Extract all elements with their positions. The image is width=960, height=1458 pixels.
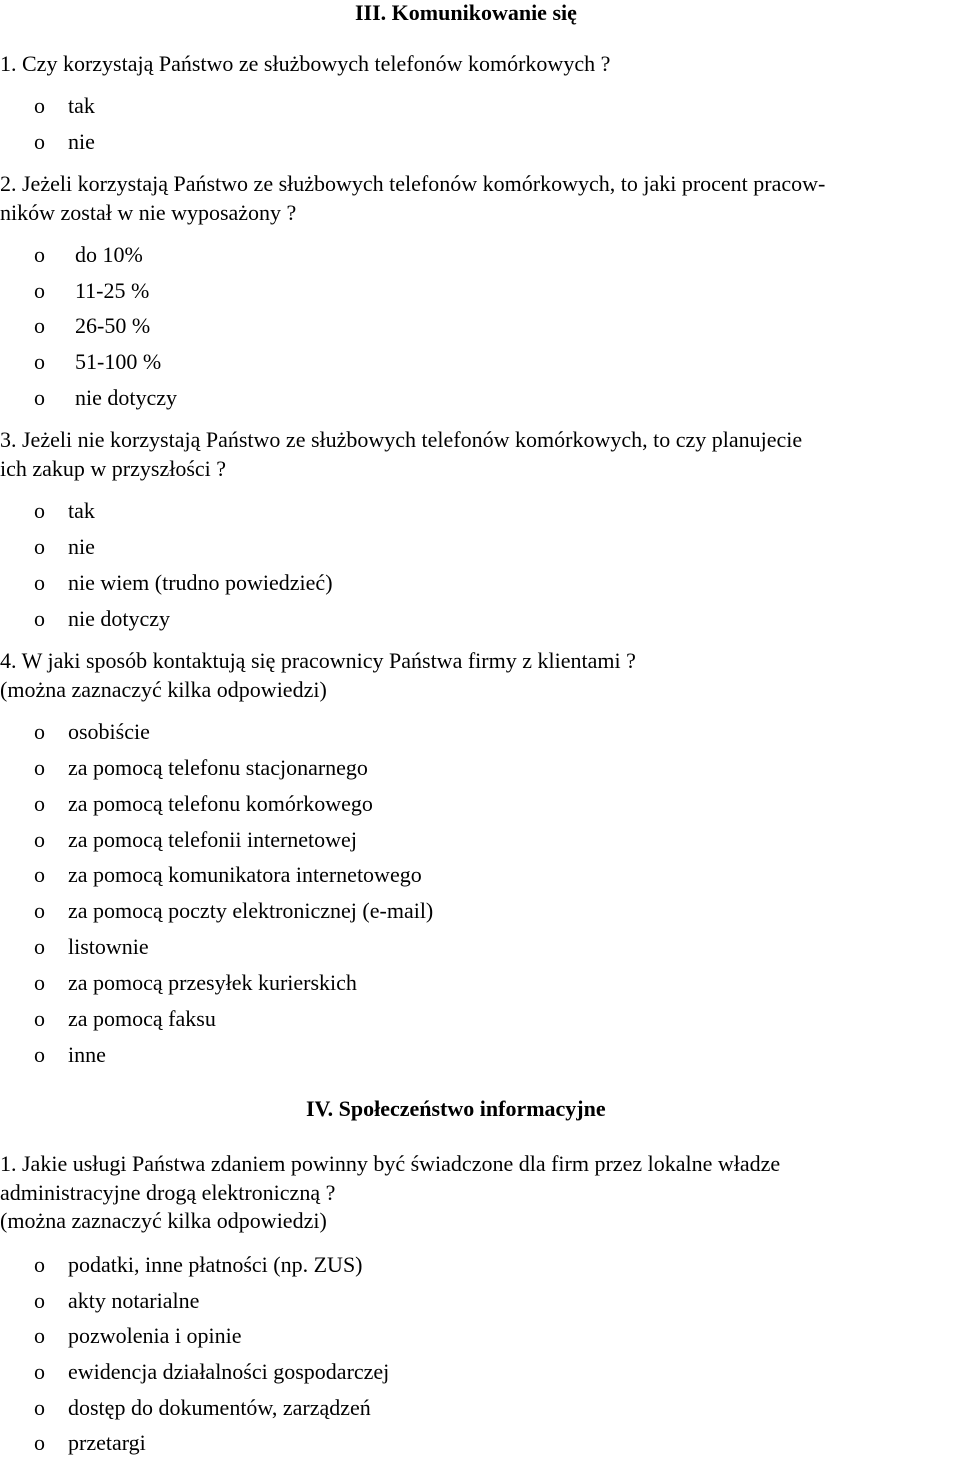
bullet-icon[interactable]: o xyxy=(34,898,45,923)
option-q2-1: do 10% xyxy=(75,242,143,267)
bullet-icon[interactable]: o xyxy=(34,498,45,523)
bullet-icon[interactable]: o xyxy=(34,970,45,995)
bullet-icon[interactable]: o xyxy=(34,129,45,154)
option-q4-7: listownie xyxy=(68,934,149,959)
option-q4-10: inne xyxy=(68,1042,106,1067)
bullet-icon[interactable]: o xyxy=(34,719,45,744)
option-q2-5: nie dotyczy xyxy=(75,385,178,410)
option-q3-2: nie xyxy=(68,534,95,559)
question-2-line1: 2. Jeżeli korzystają Państwo ze służbowych telefonów komórkowych, to jaki procent pracow- xyxy=(0,171,826,196)
option-q1-tak: tak xyxy=(68,93,95,118)
bullet-icon[interactable]: o xyxy=(34,349,45,374)
question-3 xyxy=(0,426,960,483)
bullet-icon[interactable]: o xyxy=(34,1430,45,1455)
bullet-icon[interactable]: o xyxy=(34,570,45,595)
option-iv1-4: ewidencja działalności gospodarczej xyxy=(68,1359,390,1384)
bullet-icon[interactable]: o xyxy=(34,93,45,118)
option-q4-6: za pomocą poczty elektronicznej (e-mail) xyxy=(68,898,434,923)
option-iv1-5: dostęp do dokumentów, zarządzeń xyxy=(68,1395,371,1420)
question-iv-1-note: (można zaznaczyć kilka odpowiedzi) xyxy=(0,1208,327,1233)
question-2-line2: ników został w nie wyposażony ? xyxy=(0,199,297,225)
question-4-text: 4. W jaki sposób kontaktują się pracownicy Państwa firmy z klientami ? xyxy=(0,648,636,673)
bullet-icon[interactable]: o xyxy=(34,1006,45,1031)
question-3-line1: 3. Jeżeli nie korzystają Państwo ze służbowych telefonów komórkowych, to czy planujecie xyxy=(0,427,803,452)
option-q4-1: osobiście xyxy=(68,719,150,744)
question-2 xyxy=(0,170,960,227)
option-q2-2: 11-25 % xyxy=(75,278,150,303)
bullet-icon[interactable]: o xyxy=(34,242,45,267)
question-iv-1-line2: administracyjne drogą elektroniczną ? xyxy=(0,1179,336,1205)
option-q4-3: za pomocą telefonu komórkowego xyxy=(68,791,373,816)
option-q3-1: tak xyxy=(68,498,95,523)
section-title-information-society: IV. Społeczeństwo informacyjne xyxy=(306,1096,606,1121)
option-q3-3: nie wiem (trudno powiedzieć) xyxy=(68,570,333,595)
option-iv1-6: przetargi xyxy=(68,1430,146,1455)
bullet-icon[interactable]: o xyxy=(34,606,45,631)
option-q4-8: za pomocą przesyłek kurierskich xyxy=(68,970,357,995)
bullet-icon[interactable]: o xyxy=(34,827,45,852)
question-1-text: 1. Czy korzystają Państwo ze służbowych telefonów komórkowych ? xyxy=(0,51,611,76)
bullet-icon[interactable]: o xyxy=(34,1323,45,1348)
option-iv1-1: podatki, inne płatności (np. ZUS) xyxy=(68,1252,363,1277)
option-q4-2: za pomocą telefonu stacjonarnego xyxy=(68,755,368,780)
option-q4-9: za pomocą faksu xyxy=(68,1006,216,1031)
bullet-icon[interactable]: o xyxy=(34,534,45,559)
option-iv1-3: pozwolenia i opinie xyxy=(68,1323,242,1348)
question-1 xyxy=(0,50,960,79)
bullet-icon[interactable]: o xyxy=(34,1252,45,1277)
section-title-communication: III. Komunikowanie się xyxy=(355,0,577,25)
option-q3-4: nie dotyczy xyxy=(68,606,171,631)
bullet-icon[interactable]: o xyxy=(34,791,45,816)
bullet-icon[interactable]: o xyxy=(34,1395,45,1420)
option-q4-4: za pomocą telefonii internetowej xyxy=(68,827,357,852)
bullet-icon[interactable]: o xyxy=(34,1288,45,1313)
bullet-icon[interactable]: o xyxy=(34,278,45,303)
option-iv1-2: akty notarialne xyxy=(68,1288,200,1313)
question-iv-1-line1: 1. Jakie usługi Państwa zdaniem powinny być świadczone dla firm przez lokalne władze xyxy=(0,1151,781,1176)
bullet-icon[interactable]: o xyxy=(34,1042,45,1067)
bullet-icon[interactable]: o xyxy=(34,755,45,780)
option-q2-4: 51-100 % xyxy=(75,349,162,374)
question-4-note: (można zaznaczyć kilka odpowiedzi) xyxy=(0,676,327,702)
option-q4-5: za pomocą komunikatora internetowego xyxy=(68,862,422,887)
question-iv-1 xyxy=(0,1150,960,1236)
bullet-icon[interactable]: o xyxy=(34,385,45,410)
bullet-icon[interactable]: o xyxy=(34,313,45,338)
bullet-icon[interactable]: o xyxy=(34,1359,45,1384)
bullet-icon[interactable]: o xyxy=(34,862,45,887)
question-3-line2: ich zakup w przyszłości ? xyxy=(0,455,227,481)
option-q2-3: 26-50 % xyxy=(75,313,151,338)
option-q1-nie: nie xyxy=(68,129,95,154)
bullet-icon[interactable]: o xyxy=(34,934,45,959)
question-4 xyxy=(0,647,960,704)
